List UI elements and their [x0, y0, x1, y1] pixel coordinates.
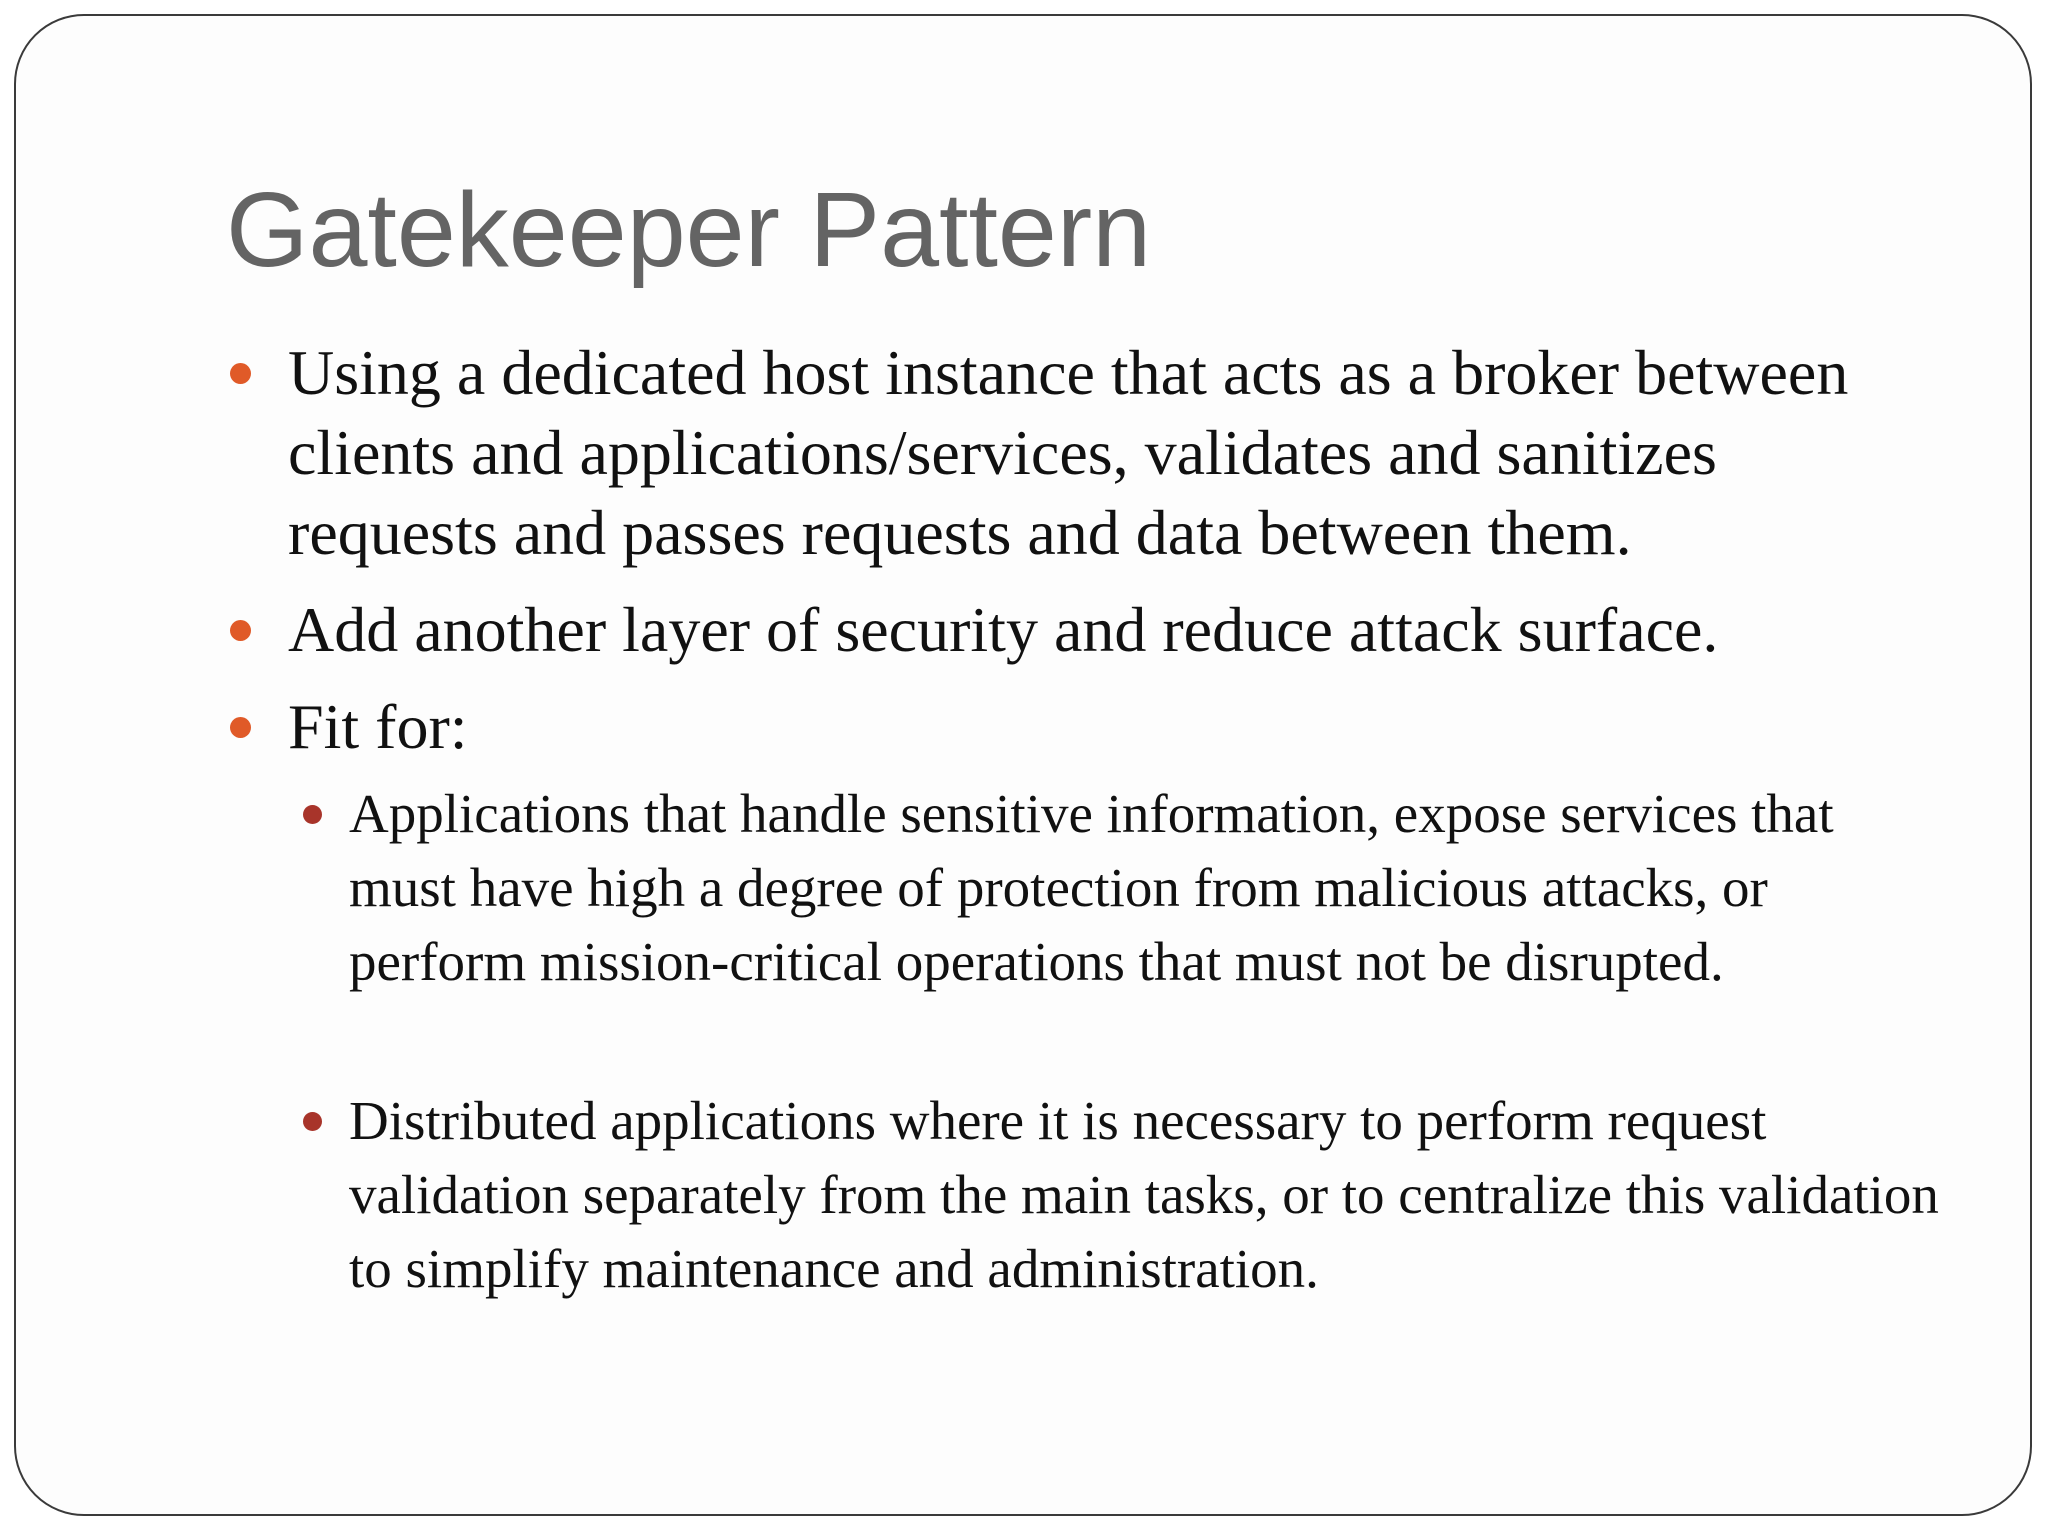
sub-bullet-item-distributed-apps [349, 1084, 1949, 1306]
bullet-text: Using a dedicated host instance that acts as a broker between clients and applications/services, validates and sanitizes requests and passes requests and data between them. [288, 337, 1849, 568]
slide-title: Gatekeeper Pattern [226, 171, 1152, 289]
bullet-item-security [288, 590, 1928, 670]
bullet-dot-icon [230, 363, 251, 384]
bullet-item-broker [288, 333, 1928, 573]
bullet-dot-icon [230, 717, 251, 738]
bullet-dot-icon [230, 620, 251, 641]
bullet-item-fit-for [288, 687, 1928, 767]
sub-bullet-dot-icon [303, 1112, 322, 1131]
sub-bullet-dot-icon [303, 805, 322, 824]
sub-bullet-item-sensitive-apps [349, 777, 1949, 999]
sub-bullet-text: Applications that handle sensitive information, expose services that must have high a degree of protection from malicious attacks, or perform mission-critical operations that must not be disrupted. [349, 783, 1834, 992]
sub-bullet-text: Distributed applications where it is necessary to perform request validation separately from the main tasks, or to centralize this validation to simplify maintenance and administration. [349, 1090, 1939, 1299]
bullet-text: Fit for: [288, 691, 468, 762]
bullet-text: Add another layer of security and reduce attack surface. [288, 594, 1719, 665]
